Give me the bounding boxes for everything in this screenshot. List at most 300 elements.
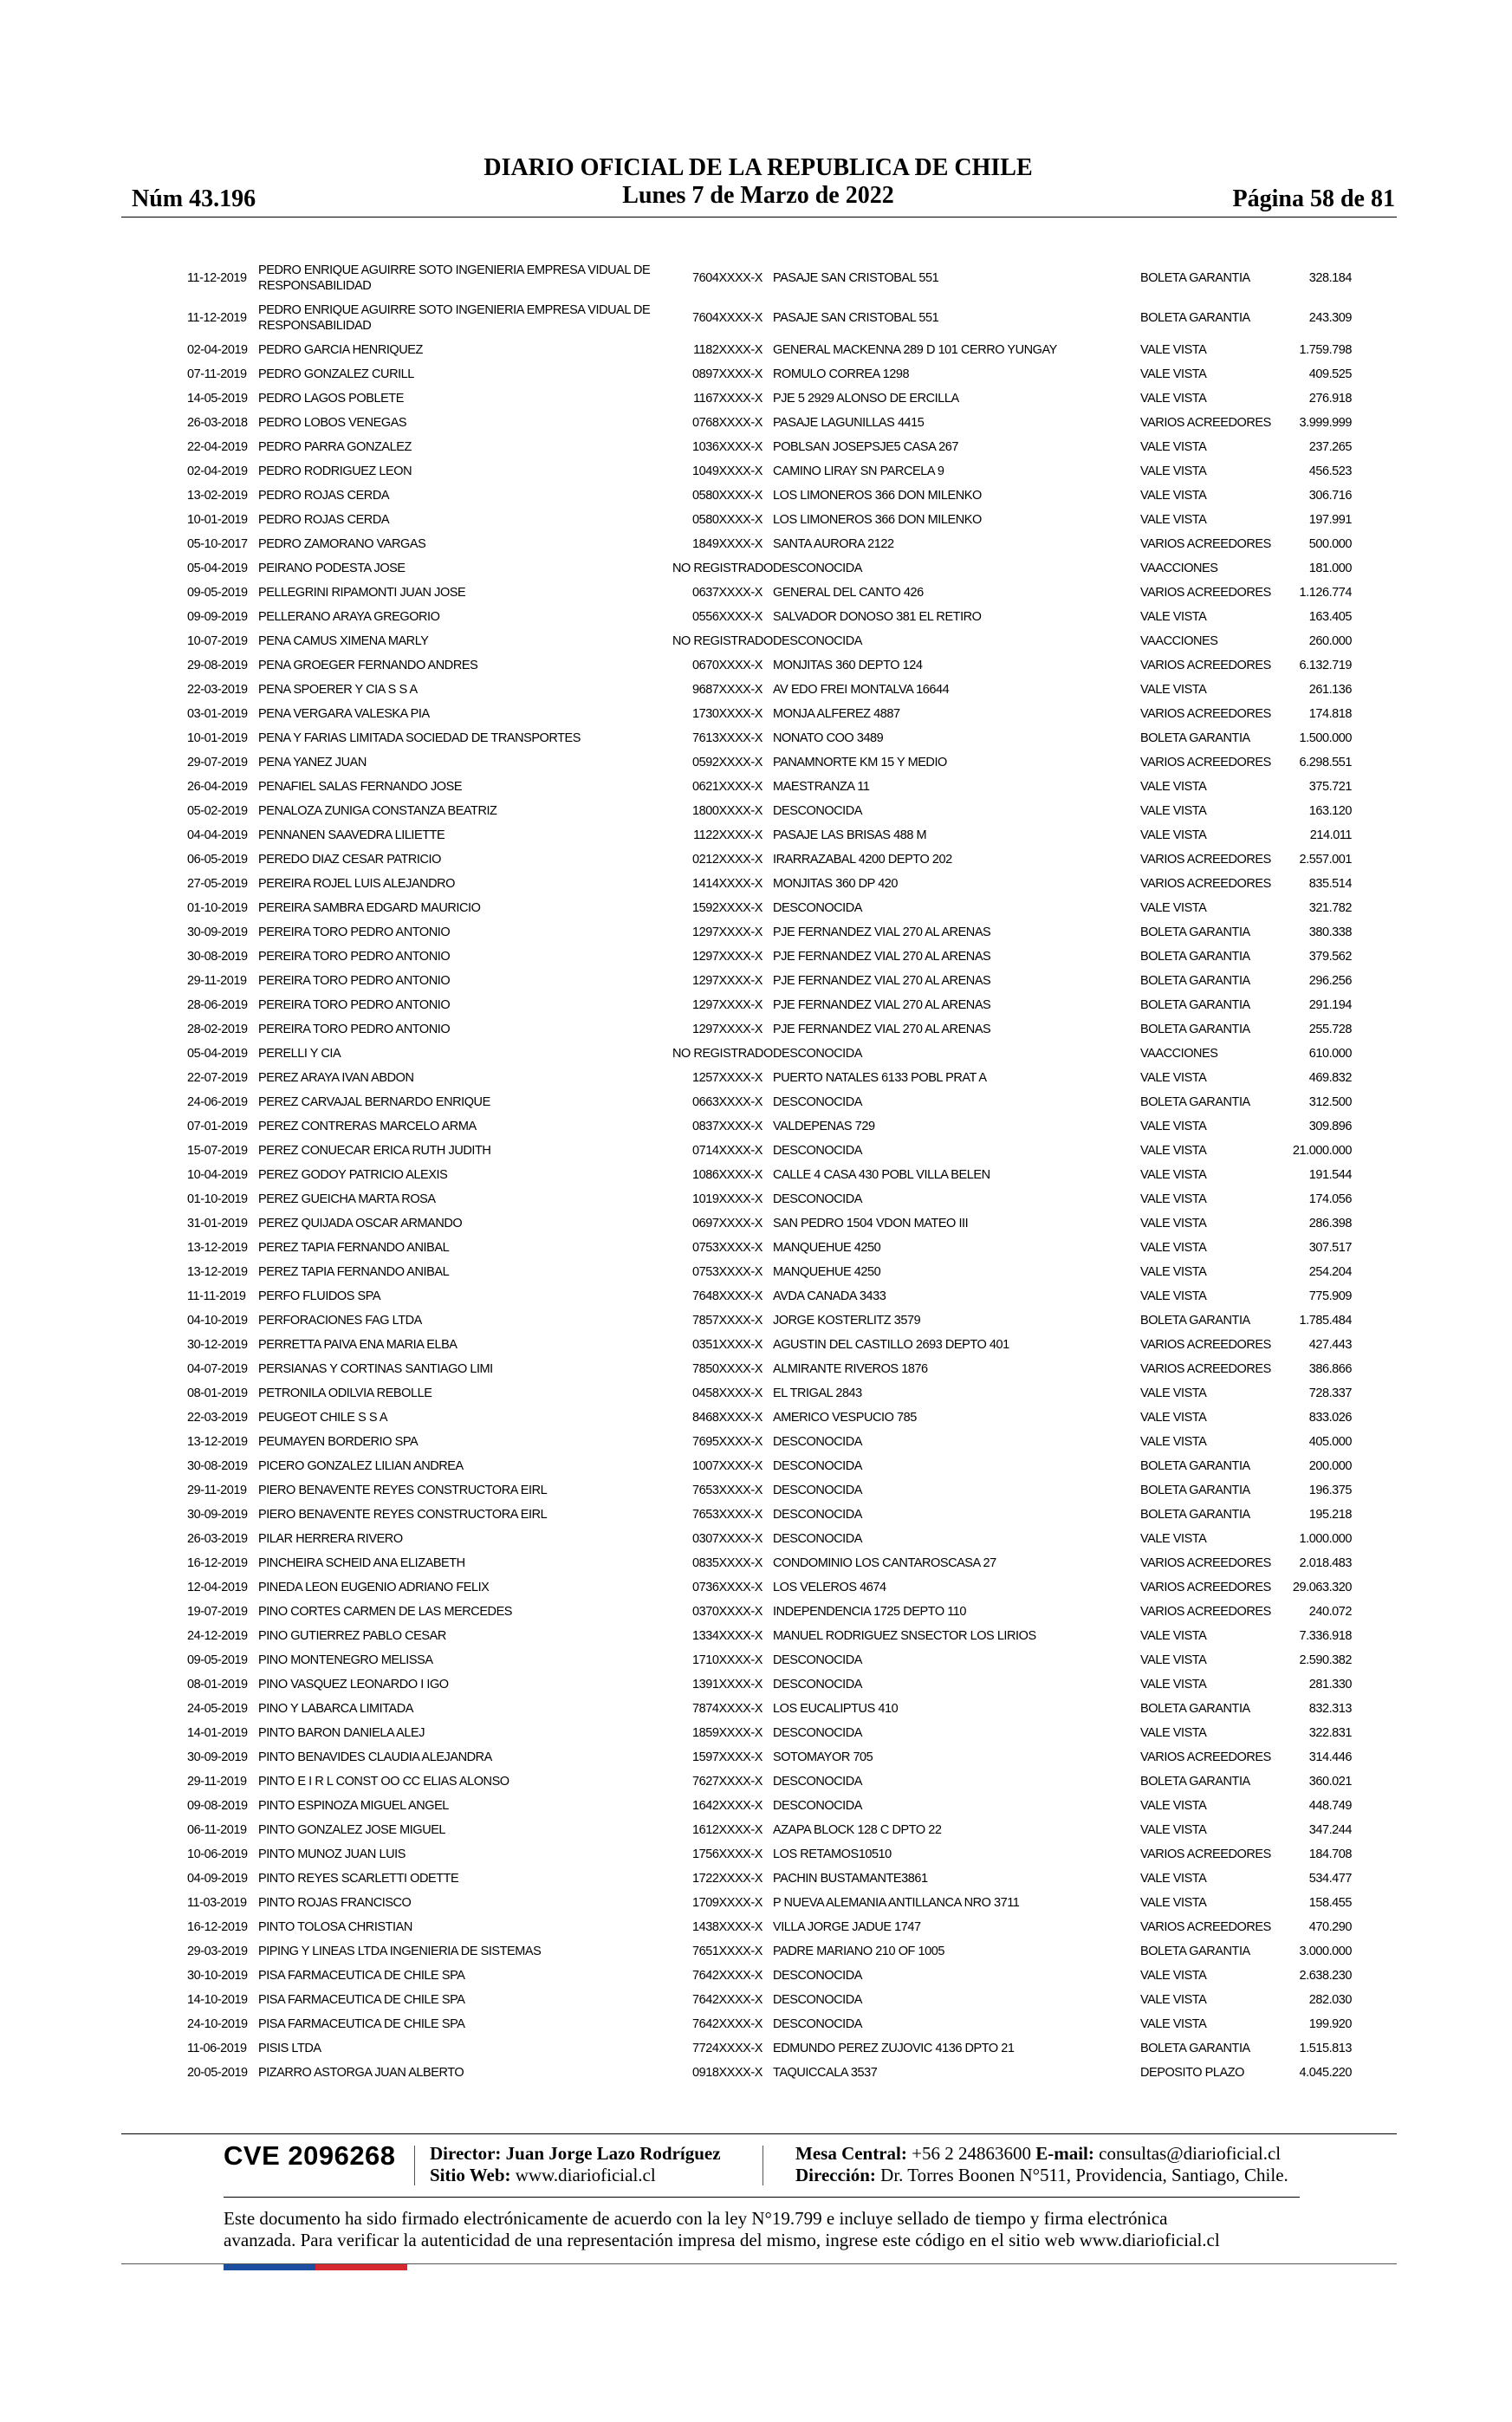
record-amount: 314.446	[1308, 1750, 1352, 1764]
record-type: VAACCIONES	[1140, 634, 1218, 648]
record-name: PEDRO ZAMORANO VARGAS	[258, 537, 426, 551]
table-row	[187, 1527, 1353, 1551]
table-row	[187, 1333, 1353, 1357]
record-amount: 7.336.918	[1299, 1629, 1352, 1643]
table-row	[187, 896, 1353, 920]
table-row	[187, 1672, 1353, 1697]
table-row	[187, 508, 1353, 532]
table-row	[187, 1624, 1353, 1648]
cve-code: CVE 2096268	[224, 2140, 396, 2171]
record-date: 13-12-2019	[187, 1435, 248, 1449]
record-date: 11-12-2019	[187, 271, 247, 285]
record-rut: 0307XXXX-X	[692, 1532, 762, 1546]
record-address: AV EDO FREI MONTALVA 16644	[773, 683, 950, 697]
record-type: VALE VISTA	[1140, 780, 1207, 794]
record-date: 22-07-2019	[187, 1071, 248, 1085]
record-date: 29-11-2019	[187, 1775, 247, 1789]
record-rut: 1722XXXX-X	[692, 1872, 762, 1886]
contact-block	[795, 2143, 1288, 2186]
table-row	[187, 1769, 1353, 1794]
record-rut: 0697XXXX-X	[692, 1217, 762, 1230]
record-name: PIERO BENAVENTE REYES CONSTRUCTORA EIRL	[258, 1508, 548, 1522]
record-rut: 1036XXXX-X	[692, 440, 762, 454]
record-address: ALMIRANTE RIVEROS 1876	[773, 1362, 928, 1376]
record-address: PADRE MARIANO 210 OF 1005	[773, 1945, 945, 1958]
record-name: PEREIRA TORO PEDRO ANTONIO	[258, 974, 451, 988]
record-rut: 0637XXXX-X	[692, 586, 762, 600]
record-amount: 163.120	[1308, 804, 1352, 818]
record-name: PINO VASQUEZ LEONARDO I IGO	[258, 1678, 449, 1692]
record-type: VALE VISTA	[1140, 343, 1207, 357]
publication-title: DIARIO OFICIAL DE LA REPUBLICA DE CHILE	[483, 154, 1033, 181]
record-name: PINO CORTES CARMEN DE LAS MERCEDES	[258, 1605, 513, 1619]
record-name: PERFO FLUIDOS SPA	[258, 1289, 381, 1303]
table-row	[187, 362, 1353, 386]
record-address: DESCONOCIDA	[773, 1459, 863, 1473]
footer-separator	[414, 2146, 415, 2185]
record-address: PUERTO NATALES 6133 POBL PRAT A	[773, 1071, 987, 1085]
record-rut: 0592XXXX-X	[692, 756, 762, 769]
record-name: PEDRO RODRIGUEZ LEON	[258, 464, 412, 478]
record-date: 06-05-2019	[187, 853, 248, 867]
record-amount: 191.544	[1308, 1168, 1352, 1182]
footer-divider-top	[121, 2133, 1397, 2134]
record-rut: 1391XXXX-X	[692, 1678, 762, 1692]
table-row	[187, 1915, 1353, 1939]
record-type: VARIOS ACREEDORES	[1140, 1362, 1271, 1376]
record-rut: 0768XXXX-X	[692, 416, 762, 430]
record-date: 05-10-2017	[187, 537, 248, 551]
table-row	[187, 1454, 1353, 1478]
record-address: AZAPA BLOCK 128 C DPTO 22	[773, 1823, 942, 1837]
record-amount: 380.338	[1308, 925, 1352, 939]
table-row	[187, 799, 1353, 823]
record-name: PILAR HERRERA RIVERO	[258, 1532, 403, 1546]
record-date: 06-11-2019	[187, 1823, 247, 1837]
director-block	[430, 2143, 721, 2186]
table-row	[187, 581, 1353, 605]
record-rut: 7642XXXX-X	[692, 1993, 762, 2007]
record-address: SAN PEDRO 1504 VDON MATEO III	[773, 1217, 969, 1230]
table-row	[187, 1139, 1353, 1163]
record-type: VARIOS ACREEDORES	[1140, 416, 1271, 430]
table-row	[187, 605, 1353, 629]
record-type: VARIOS ACREEDORES	[1140, 1338, 1271, 1352]
record-date: 11-03-2019	[187, 1896, 247, 1910]
record-date: 14-05-2019	[187, 392, 248, 406]
record-amount: 243.309	[1308, 311, 1352, 325]
header-divider	[121, 217, 1397, 218]
record-address: MANQUEHUE 4250	[773, 1241, 881, 1255]
record-amount: 196.375	[1308, 1484, 1352, 1497]
record-name: PIPING Y LINEAS LTDA INGENIERIA DE SISTEMAS	[258, 1945, 542, 1958]
record-amount: 470.290	[1308, 1920, 1352, 1934]
record-address: VILLA JORGE JADUE 1747	[773, 1920, 921, 1934]
table-row	[187, 678, 1353, 702]
record-type: BOLETA GARANTIA	[1140, 1023, 1250, 1036]
record-date: 30-08-2019	[187, 1459, 248, 1473]
record-type: BOLETA GARANTIA	[1140, 1459, 1250, 1473]
record-rut: 0753XXXX-X	[692, 1241, 762, 1255]
record-rut: 7604XXXX-X	[692, 271, 762, 285]
record-amount: 832.313	[1308, 1702, 1352, 1716]
record-address: DESCONOCIDA	[773, 1653, 863, 1667]
record-name: PETRONILA ODILVIA REBOLLE	[258, 1386, 432, 1400]
record-amount: 181.000	[1308, 562, 1352, 575]
record-date: 30-10-2019	[187, 1969, 248, 1983]
record-type: BOLETA GARANTIA	[1140, 1775, 1250, 1789]
phone-label: Mesa Central:	[795, 2143, 907, 2164]
record-date: 24-05-2019	[187, 1702, 248, 1716]
record-rut: 1849XXXX-X	[692, 537, 762, 551]
table-row	[187, 1236, 1353, 1260]
record-rut: 1297XXXX-X	[692, 998, 762, 1012]
record-rut: 1257XXXX-X	[692, 1071, 762, 1085]
record-address: MANQUEHUE 4250	[773, 1265, 881, 1279]
record-address: P NUEVA ALEMANIA ANTILLANCA NRO 3711	[773, 1896, 1020, 1910]
record-date: 26-04-2019	[187, 780, 248, 794]
record-name: PINO GUTIERREZ PABLO CESAR	[258, 1629, 446, 1643]
record-type: VARIOS ACREEDORES	[1140, 707, 1271, 721]
record-address: CONDOMINIO LOS CANTAROSCASA 27	[773, 1556, 996, 1570]
record-type: VALE VISTA	[1140, 1896, 1207, 1910]
record-name: PINTO ESPINOZA MIGUEL ANGEL	[258, 1799, 449, 1813]
record-address: AVDA CANADA 3433	[773, 1289, 886, 1303]
record-amount: 4.045.220	[1299, 2066, 1352, 2080]
record-rut: 7857XXXX-X	[692, 1314, 762, 1328]
record-name: PINTO REYES SCARLETTI ODETTE	[258, 1872, 459, 1886]
record-name: PENA SPOERER Y CIA S S A	[258, 683, 418, 697]
record-rut: 1007XXXX-X	[692, 1459, 762, 1473]
record-date: 10-07-2019	[187, 634, 248, 648]
record-amount: 291.194	[1308, 998, 1352, 1012]
record-rut: 1414XXXX-X	[692, 877, 762, 891]
email-link[interactable]: consultas@diarioficial.cl	[1099, 2143, 1282, 2164]
record-address: PJE FERNANDEZ VIAL 270 AL ARENAS	[773, 974, 991, 988]
record-amount: 174.056	[1308, 1192, 1352, 1206]
record-name: PEREIRA ROJEL LUIS ALEJANDRO	[258, 877, 455, 891]
legal-line: Este documento ha sido firmado electrónicamente de acuerdo con la ley N°19.799 e incluye sellado de tiempo y firma electrónica	[224, 2208, 1168, 2229]
record-name: PINTO BENAVIDES CLAUDIA ALEJANDRA	[258, 1750, 492, 1764]
record-amount: 2.638.230	[1299, 1969, 1352, 1983]
record-address: AMERICO VESPUCIO 785	[773, 1411, 917, 1425]
record-name: PENNANEN SAAVEDRA LILIETTE	[258, 828, 445, 842]
record-amount: 448.749	[1308, 1799, 1352, 1813]
record-type: VARIOS ACREEDORES	[1140, 659, 1271, 672]
record-amount: 1.500.000	[1299, 731, 1352, 745]
record-address: INDEPENDENCIA 1725 DEPTO 110	[773, 1605, 966, 1619]
table-row	[187, 338, 1353, 362]
record-name: PINEDA LEON EUGENIO ADRIANO FELIX	[258, 1581, 490, 1594]
record-amount: 174.818	[1308, 707, 1352, 721]
table-row	[187, 258, 1353, 298]
record-type: VARIOS ACREEDORES	[1140, 537, 1271, 551]
table-row	[187, 1211, 1353, 1236]
record-amount: 296.256	[1308, 974, 1352, 988]
record-date: 30-09-2019	[187, 925, 248, 939]
record-amount: 197.991	[1308, 513, 1352, 527]
record-name: PINTO TOLOSA CHRISTIAN	[258, 1920, 412, 1934]
record-address: DESCONOCIDA	[773, 1192, 863, 1206]
table-row	[187, 532, 1353, 556]
record-type: VALE VISTA	[1140, 804, 1207, 818]
record-amount: 158.455	[1308, 1896, 1352, 1910]
record-address: POBLSAN JOSEPSJE5 CASA 267	[773, 440, 958, 454]
record-name: PEDRO ROJAS CERDA	[258, 513, 390, 527]
table-row	[187, 1503, 1353, 1527]
table-row	[187, 629, 1353, 653]
record-date: 20-05-2019	[187, 2066, 248, 2080]
record-rut: 1122XXXX-X	[693, 828, 762, 842]
record-date: 14-01-2019	[187, 1726, 248, 1740]
record-name: PEUMAYEN BORDERIO SPA	[258, 1435, 419, 1449]
record-amount: 307.517	[1308, 1241, 1352, 1255]
record-date: 05-02-2019	[187, 804, 248, 818]
record-amount: 347.244	[1308, 1823, 1352, 1837]
record-address: DESCONOCIDA	[773, 1508, 863, 1522]
record-type: VALE VISTA	[1140, 1726, 1207, 1740]
record-date: 30-12-2019	[187, 1338, 248, 1352]
record-amount: 386.866	[1308, 1362, 1352, 1376]
record-date: 04-09-2019	[187, 1872, 248, 1886]
record-name: PEREZ GUEICHA MARTA ROSA	[258, 1192, 436, 1206]
table-row	[187, 702, 1353, 726]
record-type: VALE VISTA	[1140, 1435, 1207, 1449]
record-name: PEREZ ARAYA IVAN ABDON	[258, 1071, 414, 1085]
record-date: 09-05-2019	[187, 1653, 248, 1667]
record-rut: 1597XXXX-X	[692, 1750, 762, 1764]
table-row	[187, 1964, 1353, 1988]
record-type: VALE VISTA	[1140, 367, 1207, 381]
record-address: SALVADOR DONOSO 381 EL RETIRO	[773, 610, 982, 624]
record-date: 11-06-2019	[187, 2042, 247, 2055]
record-date: 01-10-2019	[187, 1192, 248, 1206]
record-rut: 0621XXXX-X	[692, 780, 762, 794]
table-row	[187, 993, 1353, 1017]
record-type: BOLETA GARANTIA	[1140, 998, 1250, 1012]
record-amount: 1.126.774	[1299, 586, 1352, 600]
record-address: LOS EUCALIPTUS 410	[773, 1702, 899, 1716]
table-row	[187, 823, 1353, 847]
record-rut: 7653XXXX-X	[692, 1508, 762, 1522]
records-table	[187, 258, 1353, 2085]
record-amount: 6.298.551	[1299, 756, 1352, 769]
record-name: PERELLI Y CIA	[258, 1047, 341, 1061]
director-label: Director:	[430, 2143, 502, 2164]
record-type: VALE VISTA	[1140, 1289, 1207, 1303]
record-date: 26-03-2018	[187, 416, 248, 430]
record-rut: 0663XXXX-X	[692, 1095, 762, 1109]
record-rut: 7613XXXX-X	[692, 731, 762, 745]
record-rut: 7724XXXX-X	[692, 2042, 762, 2055]
record-type: VALE VISTA	[1140, 901, 1207, 915]
record-type: VAACCIONES	[1140, 1047, 1218, 1061]
record-name: PEREIRA TORO PEDRO ANTONIO	[258, 950, 451, 964]
record-address: CALLE 4 CASA 430 POBL VILLA BELEN	[773, 1168, 990, 1182]
page-number: Página 58 de 81	[1232, 185, 1395, 212]
record-address: PASAJE SAN CRISTOBAL 551	[773, 271, 939, 285]
record-name: PEREZ QUIJADA OSCAR ARMANDO	[258, 1217, 463, 1230]
table-row	[187, 1842, 1353, 1867]
record-type: BOLETA GARANTIA	[1140, 1484, 1250, 1497]
table-row	[187, 556, 1353, 581]
record-address: AGUSTIN DEL CASTILLO 2693 DEPTO 401	[773, 1338, 1009, 1352]
record-date: 16-12-2019	[187, 1920, 248, 1934]
record-amount: 1.759.798	[1299, 343, 1352, 357]
table-row	[187, 726, 1353, 750]
record-date: 30-09-2019	[187, 1750, 248, 1764]
record-type: VARIOS ACREEDORES	[1140, 1605, 1271, 1619]
table-row	[187, 1867, 1353, 1891]
record-date: 19-07-2019	[187, 1605, 248, 1619]
record-rut: 0580XXXX-X	[692, 489, 762, 503]
record-rut: 9687XXXX-X	[692, 683, 762, 697]
record-name: PISIS LTDA	[258, 2042, 321, 2055]
record-type: VALE VISTA	[1140, 1241, 1207, 1255]
record-rut: 7648XXXX-X	[692, 1289, 762, 1303]
record-rut: 0556XXXX-X	[692, 610, 762, 624]
record-type: VALE VISTA	[1140, 1168, 1207, 1182]
record-amount: 375.721	[1308, 780, 1352, 794]
record-rut: 1019XXXX-X	[692, 1192, 762, 1206]
table-row	[187, 1406, 1353, 1430]
record-address: VALDEPENAS 729	[773, 1120, 875, 1133]
table-row	[187, 1114, 1353, 1139]
table-row	[187, 653, 1353, 678]
record-rut: NO REGISTRADO	[672, 1047, 773, 1061]
record-address: PJE FERNANDEZ VIAL 270 AL ARENAS	[773, 950, 991, 964]
record-rut: 7850XXXX-X	[692, 1362, 762, 1376]
record-address: DESCONOCIDA	[773, 901, 863, 915]
record-amount: 500.000	[1308, 537, 1352, 551]
record-date: 29-07-2019	[187, 756, 248, 769]
record-address: DESCONOCIDA	[773, 1678, 863, 1692]
record-address: PJE 5 2929 ALONSO DE ERCILLA	[773, 392, 959, 406]
record-name: PENA VERGARA VALESKA PIA	[258, 707, 430, 721]
record-address: PASAJE SAN CRISTOBAL 551	[773, 311, 939, 325]
record-rut: 7627XXXX-X	[692, 1775, 762, 1789]
record-amount: 260.000	[1308, 634, 1352, 648]
record-date: 04-10-2019	[187, 1314, 248, 1328]
record-rut: 0736XXXX-X	[692, 1581, 762, 1594]
record-name: PEDRO ROJAS CERDA	[258, 489, 390, 503]
record-address: SOTOMAYOR 705	[773, 1750, 873, 1764]
record-rut: 1297XXXX-X	[692, 974, 762, 988]
record-rut: NO REGISTRADO	[672, 562, 773, 575]
record-address: DESCONOCIDA	[773, 1484, 863, 1497]
record-date: 13-12-2019	[187, 1241, 248, 1255]
record-name: PICERO GONZALEZ LILIAN ANDREA	[258, 1459, 464, 1473]
record-address: DESCONOCIDA	[773, 1047, 863, 1061]
record-rut: 1086XXXX-X	[692, 1168, 762, 1182]
record-type: VALE VISTA	[1140, 440, 1207, 454]
masthead	[121, 154, 1395, 210]
record-rut: 1756XXXX-X	[692, 1847, 762, 1861]
record-amount: 1.000.000	[1299, 1532, 1352, 1546]
record-rut: 0212XXXX-X	[692, 853, 762, 867]
table-row	[187, 969, 1353, 993]
page-header	[121, 154, 1395, 215]
record-name: PINTO E I R L CONST OO CC ELIAS ALONSO	[258, 1775, 509, 1789]
record-address: MONJITAS 360 DP 420	[773, 877, 899, 891]
record-rut: 0370XXXX-X	[692, 1605, 762, 1619]
record-rut: 1182XXXX-X	[693, 343, 762, 357]
record-rut: 7695XXXX-X	[692, 1435, 762, 1449]
record-date: 29-11-2019	[187, 974, 247, 988]
record-date: 15-07-2019	[187, 1144, 248, 1158]
table-row	[187, 1745, 1353, 1769]
record-address: EDMUNDO PEREZ ZUJOVIC 4136 DPTO 21	[773, 2042, 1015, 2055]
record-amount: 360.021	[1308, 1775, 1352, 1789]
record-type: VALE VISTA	[1140, 610, 1207, 624]
record-date: 29-03-2019	[187, 1945, 248, 1958]
record-date: 07-11-2019	[187, 367, 247, 381]
table-row	[187, 1551, 1353, 1575]
record-type: VALE VISTA	[1140, 1071, 1207, 1085]
record-date: 22-03-2019	[187, 683, 248, 697]
table-row	[187, 1818, 1353, 1842]
record-amount: 195.218	[1308, 1508, 1352, 1522]
record-name: PENA Y FARIAS LIMITADA SOCIEDAD DE TRANSPORTES	[258, 731, 581, 745]
record-type: VALE VISTA	[1140, 1678, 1207, 1692]
site-link[interactable]: www.diarioficial.cl	[515, 2165, 656, 2185]
table-row	[187, 1042, 1353, 1066]
record-date: 02-04-2019	[187, 343, 248, 357]
record-address: CAMINO LIRAY SN PARCELA 9	[773, 464, 944, 478]
record-type: VALE VISTA	[1140, 1969, 1207, 1983]
record-name: PENAFIEL SALAS FERNANDO JOSE	[258, 780, 463, 794]
record-name: PEREZ CONTRERAS MARCELO ARMA	[258, 1120, 477, 1133]
record-type: VALE VISTA	[1140, 392, 1207, 406]
record-name: PINTO GONZALEZ JOSE MIGUEL	[258, 1823, 446, 1837]
record-address: MANUEL RODRIGUEZ SNSECTOR LOS LIRIOS	[773, 1629, 1036, 1643]
record-amount: 6.132.719	[1299, 659, 1352, 672]
record-amount: 282.030	[1308, 1993, 1352, 2007]
record-type: VALE VISTA	[1140, 464, 1207, 478]
record-date: 02-04-2019	[187, 464, 248, 478]
record-name: PEREIRA TORO PEDRO ANTONIO	[258, 925, 451, 939]
record-type: VALE VISTA	[1140, 1629, 1207, 1643]
record-date: 10-06-2019	[187, 1847, 248, 1861]
record-type: BOLETA GARANTIA	[1140, 974, 1250, 988]
table-row	[187, 484, 1353, 508]
issue-number: Núm 43.196	[132, 185, 256, 212]
record-type: VALE VISTA	[1140, 1653, 1207, 1667]
footer-divider-mid	[224, 2197, 1300, 2198]
table-row	[187, 847, 1353, 872]
record-rut: 7874XXXX-X	[692, 1702, 762, 1716]
record-name: PEDRO ENRIQUE AGUIRRE SOTO INGENIERIA EMPRESA VIDUAL DE RESPONSABILIDAD	[258, 303, 651, 333]
table-row	[187, 1284, 1353, 1308]
record-date: 29-08-2019	[187, 659, 248, 672]
record-name: PEDRO LOBOS VENEGAS	[258, 416, 407, 430]
record-date: 08-01-2019	[187, 1386, 248, 1400]
record-date: 08-01-2019	[187, 1678, 248, 1692]
table-row	[187, 411, 1353, 435]
record-name: PENA GROEGER FERNANDO ANDRES	[258, 659, 478, 672]
record-type: VALE VISTA	[1140, 683, 1207, 697]
record-rut: 1710XXXX-X	[692, 1653, 762, 1667]
record-rut: 1592XXXX-X	[692, 901, 762, 915]
record-name: PENA YANEZ JUAN	[258, 756, 367, 769]
table-row	[187, 2061, 1353, 2085]
flag-stripe-red	[315, 2264, 407, 2270]
record-type: VALE VISTA	[1140, 1823, 1207, 1837]
table-row	[187, 920, 1353, 945]
record-address: PJE FERNANDEZ VIAL 270 AL ARENAS	[773, 998, 991, 1012]
record-name: PEDRO GONZALEZ CURILL	[258, 367, 414, 381]
record-date: 13-02-2019	[187, 489, 248, 503]
